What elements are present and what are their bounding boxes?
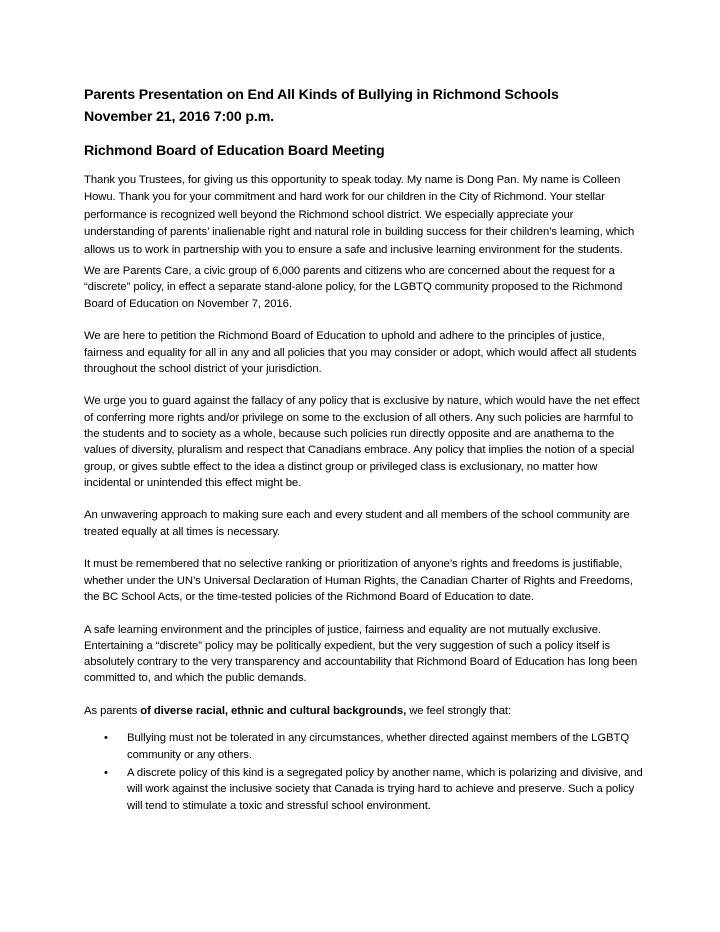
bullet-icon: • <box>104 732 108 745</box>
paragraph-parents-care: We are Parents Care, a civic group of 6,000 parents and citizens who are concerned about the request for a “discrete” policy, in effect a separate stand-alone policy, for the LGBTQ community proposed to the Richmond Board of Education on November 7, 2016. <box>84 265 623 310</box>
list-item <box>84 765 644 814</box>
bullet-icon: • <box>104 766 108 779</box>
as-parents-prefix: As parents <box>84 705 141 718</box>
title-line-1: Parents Presentation on End All Kinds of Bullying in Richmond Schools <box>84 87 559 103</box>
document-content <box>84 84 644 816</box>
paragraph-fallacy: We urge you to guard against the fallacy of any policy that is exclusive by nature, which would have the net effect of conferring more rights and/or privilege on some to the exclusion of all others. Any such policies are harmful to the students and to society as a whole, because such policies run directly opposite and are anathema to the values of diversity, pluralism and respect that Canadians embrace. Any policy that implies the notion of a special group, or gives subtle effect to the idea a distinct group or privileged class is exclusionary, no matter how incidental or unintended this effect might be. <box>84 395 640 489</box>
list-item-text: A discrete policy of this kind is a segregated policy by another name, which is polarizing and divisive, and will work against the inclusive society that Canada is trying hard to achieve and preserve. Such a policy will tend to stimulate a toxic and stressful school environment. <box>127 766 643 812</box>
as-parents-suffix: we feel strongly that: <box>406 705 512 718</box>
title-line-2: November 21, 2016 7:00 p.m. <box>84 109 274 125</box>
list-item <box>84 730 644 763</box>
as-parents-bold: of diverse racial, ethnic and cultural backgrounds, <box>140 705 407 718</box>
document-title <box>84 84 644 128</box>
paragraph-as-parents <box>84 703 644 719</box>
list-item-text: Bullying must not be tolerated in any circumstances, whether directed against members of the LGBTQ community or any others. <box>127 732 630 761</box>
bullet-list <box>84 730 644 813</box>
paragraph-unwavering: An unwavering approach to making sure each and every student and all members of the school community are treated equally at all times is necessary. <box>84 509 630 538</box>
document-subtitle: Richmond Board of Education Board Meeting <box>84 143 385 159</box>
paragraph-rights: It must be remembered that no selective ranking or prioritization of anyone’s rights and freedoms is justifiable, whether under the UN’s Universal Declaration of Human Rights, the Canadian Charter of Rights and Freedoms, the BC School Acts, or the time-tested policies of the Richmond Board of Education to date. <box>84 558 633 603</box>
paragraph-petition: We are here to petition the Richmond Board of Education to uphold and adhere to the principles of justice, fairness and equality for all in any and all policies that you may consider or adopt, which would affect all students throughout the school district of your jurisdiction. <box>84 330 637 375</box>
paragraph-safe-learning: A safe learning environment and the principles of justice, fairness and equality are not mutually exclusive. Entertaining a “discrete” policy may be politically expedient, but the very suggestion of such a policy itself is absolutely contrary to the very transparency and accountability that Richmond Board of Education has long been committed to, and which the public demands. <box>84 623 638 685</box>
paragraph-intro: Thank you Trustees, for giving us this opportunity to speak today. My name is Dong Pan. My name is Colleen Howu. Thank you for your commitment and hard work for our children in the City of Richmond. Your stellar performance is recognized well beyond the Richmond school district. We especially appreciate your understanding of parents’ inalienable right and natural role in building success for their children’s learning, which allows us to work in partnership with you to ensure a safe and inclusive learning environment for the students. <box>84 174 635 256</box>
